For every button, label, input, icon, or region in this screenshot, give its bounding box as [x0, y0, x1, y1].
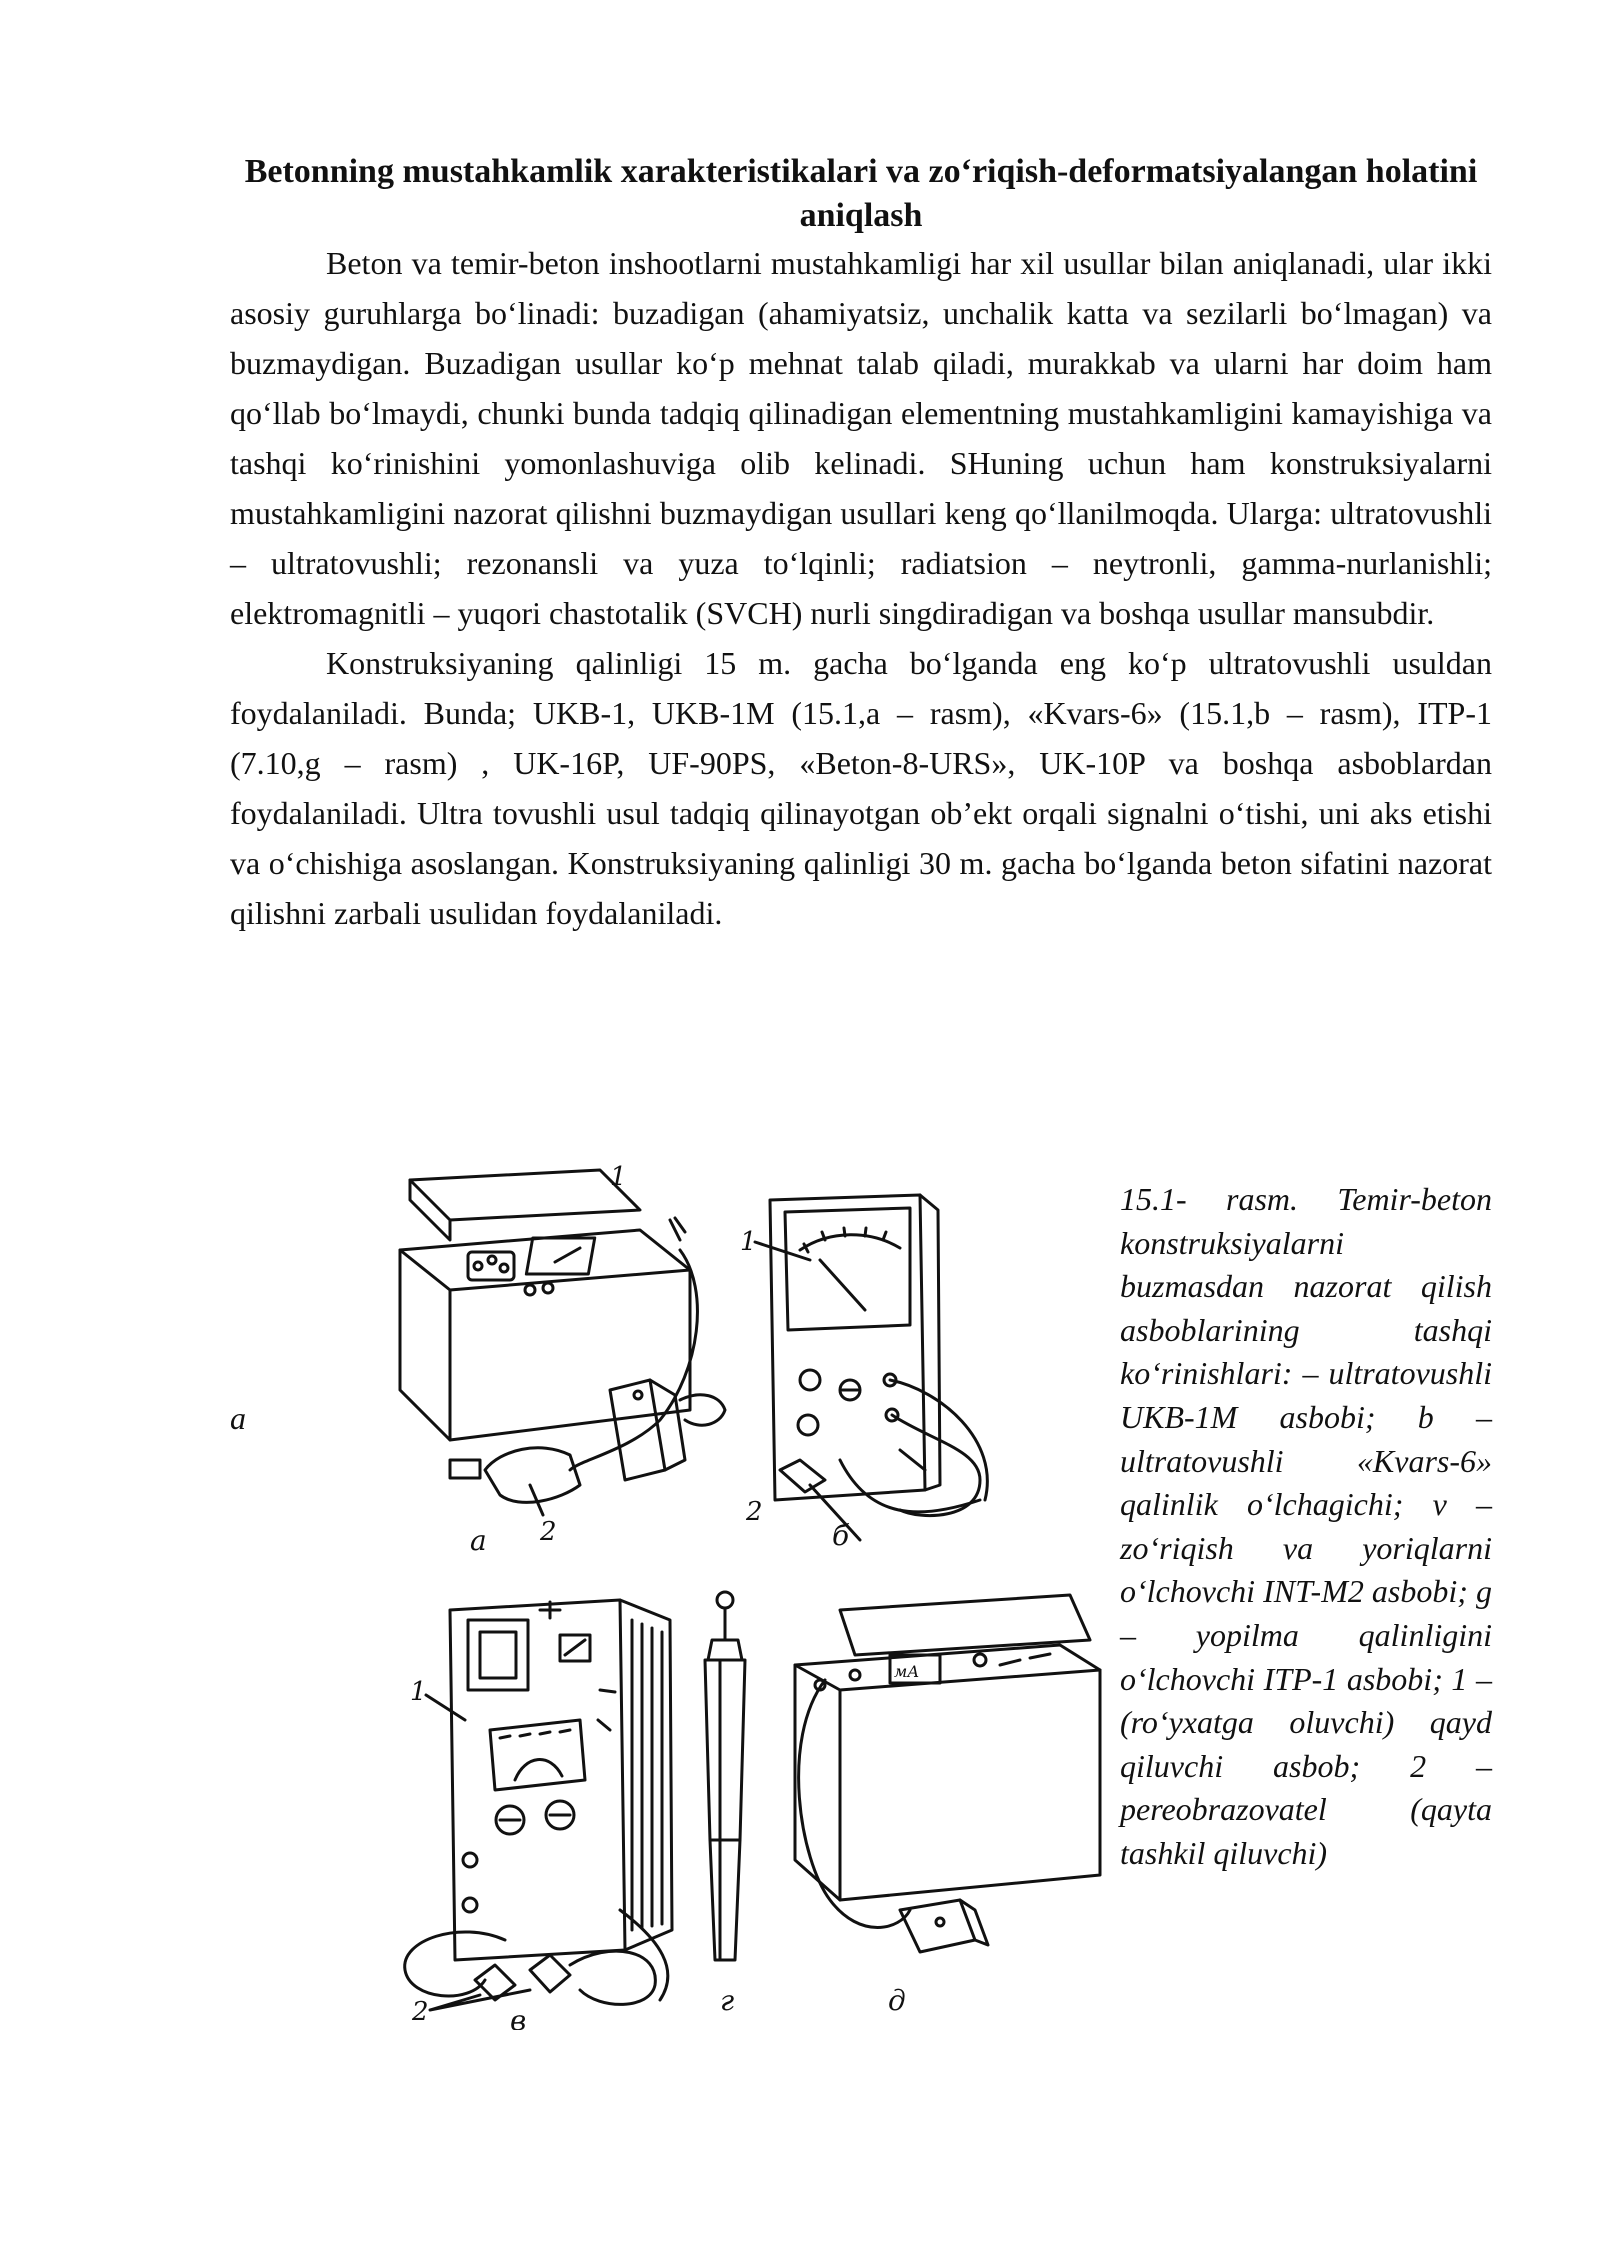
document-title: Betonning mustahkamlik xarakteristikalari va zo‘riqish-deformatsiyalangan holatini aniqlash: [244, 153, 1478, 234]
document-page: [230, 150, 1492, 938]
device-ukb-1m-drawing: [400, 1162, 725, 1557]
meter-unit-label: мА: [894, 1662, 920, 1681]
figure-15-1: [230, 1140, 1492, 2040]
device-int-m2-drawing: [405, 1600, 672, 2030]
figure-caption: 15.1- rasm. Temir-beton konstruksiyalarni buzmasdan nazorat qilish asboblarining tashqi ko‘rinishlari: – ultratovushli UKB-1M asbobi; b – ultratovushli «Kvars-6» qalinlik o‘lchagichi; v – zo‘riqish va yoriqlarni o‘lchovchi INT-M2 asbobi; g – yopilma qalinligini o‘lchovchi ITP-1 asbobi; 1 – (ro‘yxatga oluvchi) qayd qiluvchi asbob; 2 – pereobrazovatel (qayta tashkil qiluvchi): [1120, 1181, 1492, 1871]
paragraph-2: Konstruksiyaning qalinligi 15 m. gacha bo‘lganda eng ko‘p ultratovushli usuldan foydalaniladi. Bunda; UKB-1, UKB-1M (15.1,a – rasm), «Kvars-6» (15.1,b – rasm), ITP-1 (7.10,g – rasm) , UK-16P, UF-90PS, «Beton-8-URS», UK-10P va boshqa asboblardan foydalaniladi. Ultra tovushli usul tadqiq qilinayotgan ob’ekt orqali signalni o‘tishi, uni aks etishi va o‘chishiga asoslangan. Konstruksiyaning qalinligi 30 m. gacha bo‘lganda beton sifatini nazorat qilishni zarbali usulidan foydalaniladi.: [230, 645, 1492, 931]
panel-letter-a: а: [470, 1524, 487, 1557]
panel-letter-d: д: [888, 1984, 906, 2017]
panel-letter-g: г: [720, 1984, 735, 2017]
panel-letter-v: в: [510, 2004, 527, 2030]
callout-1-v: 1: [410, 1677, 427, 1707]
paragraph-1: Beton va temir-beton inshootlarni mustahkamligi har xil usullar bilan aniqlanadi, ular ikki asosiy guruhlarga bo‘linadi: buzadigan (ahamiyatsiz, unchalik katta va sezilarli bo‘lmagan) va buzmaydigan. Buzadigan usullar ko‘p mehnat talab qiladi, murakkab va ularni har doim ham qo‘llab bo‘lmaydi, chunki bunda tadqiq qilinadigan elementning mustahkamligini kamayishiga va tashqi ko‘rinishini yomonlashuviga olib kelinadi. SHuning uchun ham konstruksiyalarni mustahkamligini nazorat qilishni buzmaydigan usullari keng qo‘llanilmoqda. Ularga: ultratovushli – ultratovushli; rezonansli va yuza to‘lqinli; radiatsion – neytronli, gamma-nurlanishli; elektromagnitli – yuqori chastotalik (SVCH) nurli singdiradigan va boshqa usullar mansubdir.: [230, 245, 1492, 631]
device-panel-d-drawing: [795, 1595, 1100, 2017]
callout-2-v: 2: [412, 1997, 429, 2027]
figure-side-label: a: [230, 1400, 246, 1436]
callout-2-b: 2: [746, 1497, 763, 1527]
panel-letter-b: б: [832, 1519, 850, 1552]
device-itp-1-drawing: [705, 1592, 745, 2017]
device-kvars-6-drawing: [740, 1195, 987, 1552]
callout-2-a: 2: [540, 1517, 557, 1547]
callout-1-b: 1: [740, 1227, 757, 1257]
callout-1-a: 1: [610, 1162, 627, 1192]
